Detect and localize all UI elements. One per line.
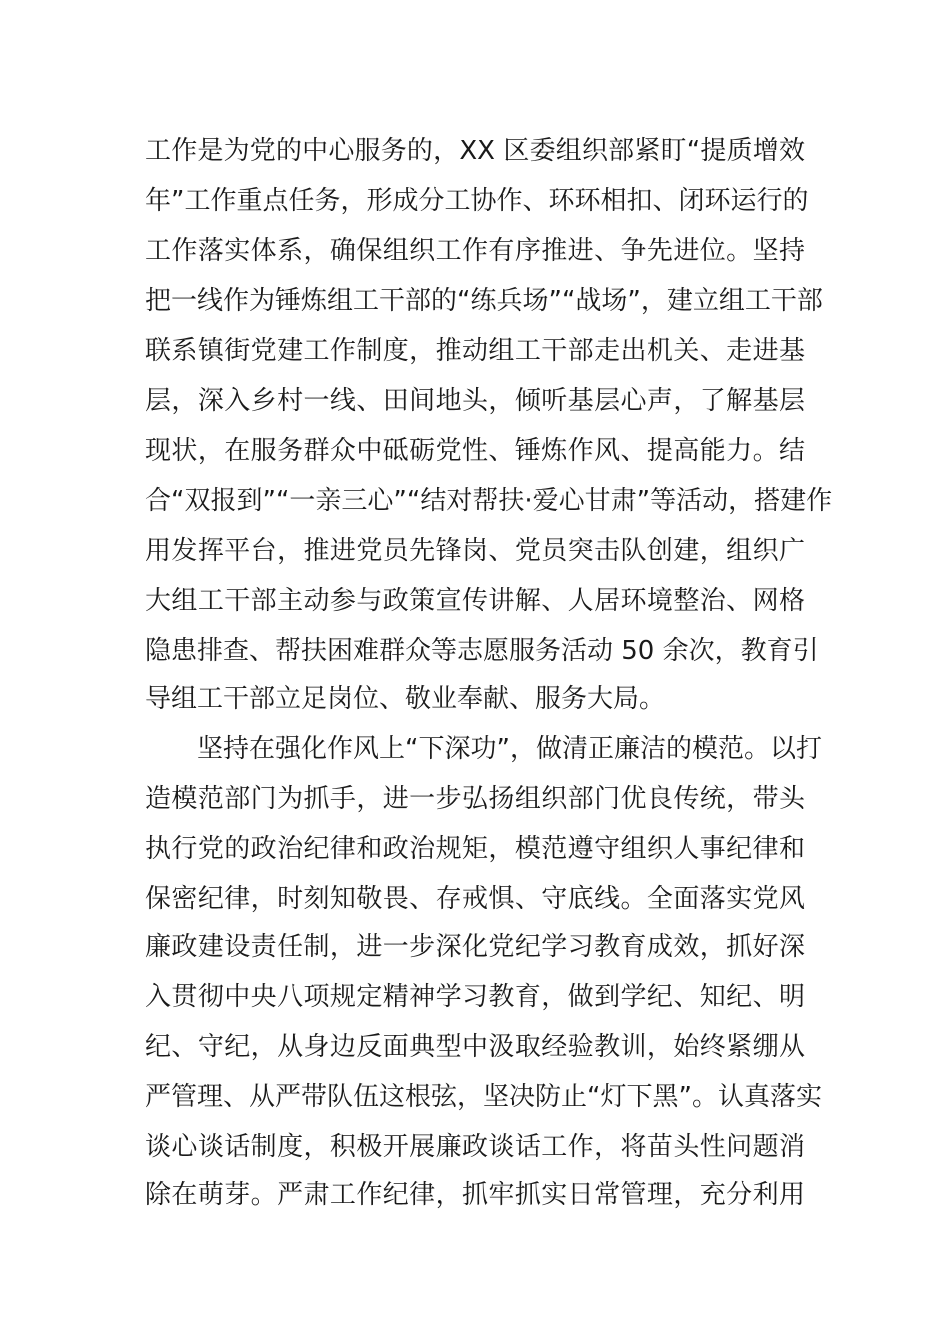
text-line: 用发挥平台，推进党员先锋岗、党员突击队创建，组织广 bbox=[145, 536, 805, 566]
text-line: 严管理、从严带队伍这根弦，坚决防止“灯下黑”。认真落实 bbox=[145, 1082, 822, 1112]
text-line: 执行党的政治纪律和政治规矩，模范遵守组织人事纪律和 bbox=[145, 834, 805, 864]
text-line: 隐患排查、帮扶困难群众等志愿服务活动 50 余次，教育引 bbox=[145, 636, 819, 666]
text-line: 工作是为党的中心服务的，XX 区委组织部紧盯“提质增效 bbox=[145, 136, 805, 166]
text-line: 除在萌芽。严肃工作纪律，抓牢抓实日常管理，充分利用 bbox=[145, 1180, 805, 1210]
text-line: 坚持在强化作风上“下深功”，做清正廉洁的模范。以打 bbox=[197, 734, 822, 764]
text-line: 谈心谈话制度，积极开展廉政谈话工作，将苗头性问题消 bbox=[145, 1132, 805, 1162]
text-line: 把一线作为锤炼组工干部的“练兵场”“战场”，建立组工干部 bbox=[145, 286, 823, 316]
text-line: 导组工干部立足岗位、敬业奉献、服务大局。 bbox=[145, 684, 666, 714]
text-line: 入贯彻中央八项规定精神学习教育，做到学纪、知纪、明 bbox=[145, 982, 805, 1012]
text-line: 年”工作重点任务，形成分工协作、环环相扣、闭环运行的 bbox=[145, 186, 809, 216]
text-line: 造模范部门为抓手，进一步弘扬组织部门优良传统，带头 bbox=[145, 784, 805, 814]
text-line: 现状，在服务群众中砥砺党性、锤炼作风、提高能力。结 bbox=[145, 436, 805, 466]
text-line: 联系镇街党建工作制度，推动组工干部走出机关、走进基 bbox=[145, 336, 805, 366]
text-line: 层，深入乡村一线、田间地头，倾听基层心声，了解基层 bbox=[145, 386, 805, 416]
text-line: 保密纪律，时刻知敬畏、存戒惧、守底线。全面落实党风 bbox=[145, 884, 805, 914]
text-line: 廉政建设责任制，进一步深化党纪学习教育成效，抓好深 bbox=[145, 932, 805, 962]
text-line: 纪、守纪，从身边反面典型中汲取经验教训，始终紧绷从 bbox=[145, 1032, 805, 1062]
text-line: 大组工干部主动参与政策宣传讲解、人居环境整治、网格 bbox=[145, 586, 805, 616]
text-line: 合“双报到”“一亲三心”“结对帮扶·爱心甘肃”等活动，搭建作 bbox=[145, 486, 833, 516]
text-line: 工作落实体系，确保组织工作有序推进、争先进位。坚持 bbox=[145, 236, 805, 266]
